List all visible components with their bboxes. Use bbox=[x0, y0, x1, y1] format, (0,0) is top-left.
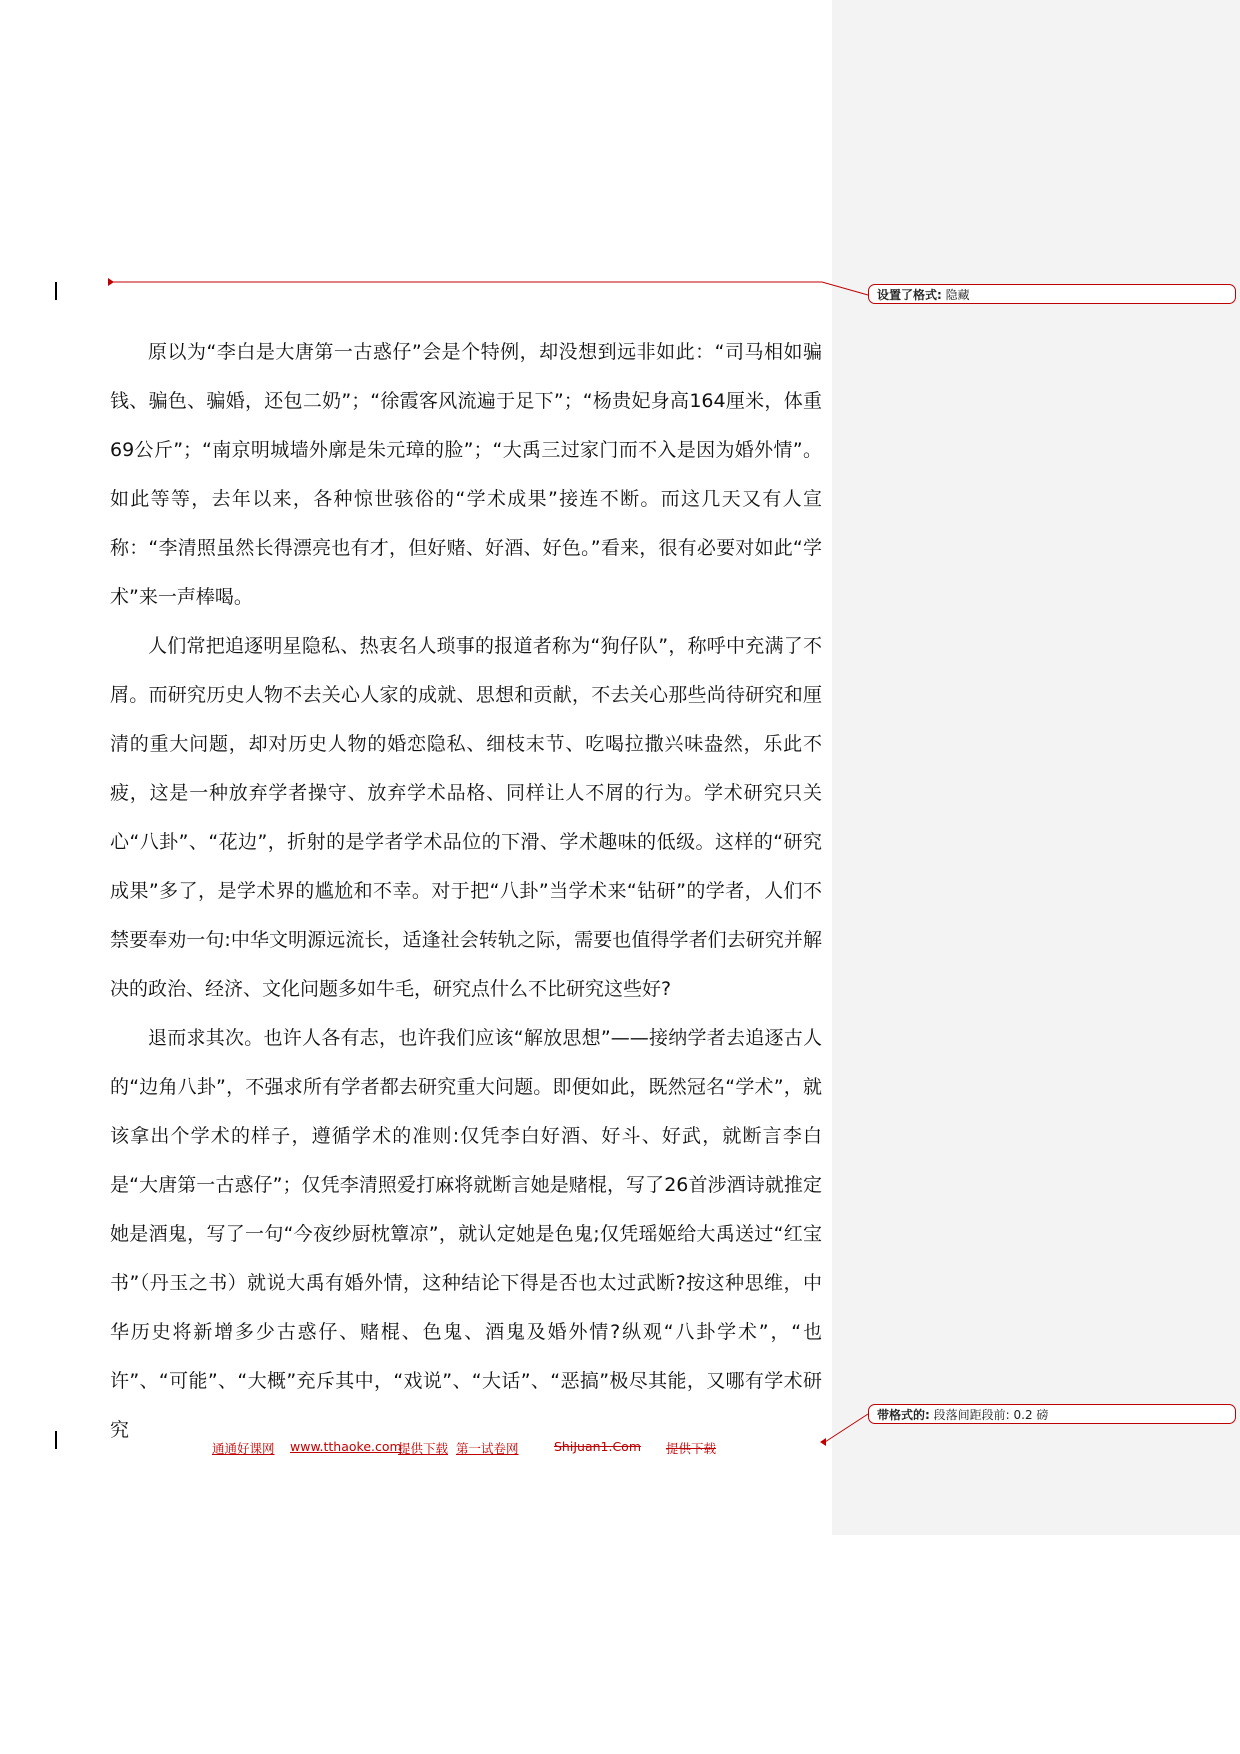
footer-site-name[interactable]: 通通好课网 bbox=[212, 1441, 275, 1456]
comment-value: 隐藏 bbox=[945, 288, 970, 302]
comment-label: 设置了格式: bbox=[877, 288, 942, 302]
comment-balloon-hidden-format[interactable] bbox=[868, 284, 1236, 304]
footer-site-name-2[interactable]: 第一试卷网 bbox=[456, 1441, 519, 1456]
footer-url-link-2[interactable]: ShiJuan1.Com bbox=[554, 1439, 641, 1454]
footer-url-link[interactable]: www.tthaoke.com bbox=[290, 1439, 402, 1454]
comment-balloon-paragraph-spacing[interactable] bbox=[868, 1404, 1236, 1424]
paragraph-3: 退而求其次。也许人各有志，也许我们应该“解放思想”——接纳学者去追逐古人的“边角八卦”，不强求所有学者都去研究重大问题。即便如此，既然冠名“学术”，就该拿出个学术的样子，遵循学术的准则:仅凭李白好酒、好斗、好武，就断言李白是“大唐第一古惑仔”；仅凭李清照爱打麻将就断言她是赌棍，写了26首涉酒诗就推定她是酒鬼，写了一句“今夜纱厨枕簟凉”，就认定她是色鬼;仅凭瑶姬给大禹送过“红宝书”（丹玉之书）就说大禹有婚外情，这种结论下得是否也太过武断?按这种思维，中华历史将新增多少古惑仔、赌棍、色鬼、酒鬼及婚外情?纵观“八卦学术”，“也许”、“可能”、“大概”充斥其中，“戏说”、“大话”、“恶搞”极尽其能，又哪有学术研究 bbox=[110, 1027, 822, 1441]
footer-provide-download[interactable]: 提供下载 bbox=[398, 1441, 449, 1456]
paragraph-2: 人们常把追逐明星隐私、热衷名人琐事的报道者称为“狗仔队”，称呼中充满了不屑。而研究历史人物不去关心人家的成就、思想和贡献，不去关心那些尚待研究和厘清的重大问题，却对历史人物的婚恋隐私、细枝末节、吃喝拉撒兴味盎然，乐此不疲，这是一种放弃学者操守、放弃学术品格、同样让人不屑的行为。学术研究只关心“八卦”、“花边”，折射的是学者学术品位的下滑、学术趣味的低级。这样的“研究成果”多了，是学术界的尴尬和不幸。对于把“八卦”当学术来“钻研”的学者，人们不禁要奉劝一句:中华文明源远流长，适逢社会转轨之际，需要也值得学者们去研究并解决的政治、经济、文化问题多如牛毛，研究点什么不比研究这些好? bbox=[110, 635, 822, 1000]
footer-provide-download-2[interactable]: 提供下载 bbox=[666, 1441, 717, 1456]
paragraph-1: 原以为“李白是大唐第一古惑仔”会是个特例，却没想到远非如此：“司马相如骗钱、骗色、骗婚，还包二奶”；“徐霞客风流遍于足下”；“杨贵妃身高164厘米，体重69公斤”；“南京明城墙外廓是朱元璋的脸”；“大禹三过家门而不入是因为婚外情”。如此等等，去年以来，各种惊世骇俗的“学术成果”接连不断。而这几天又有人宣称：“李清照虽然长得漂亮也有才，但好赌、好酒、好色。”看来，很有必要对如此“学术”来一声棒喝。 bbox=[110, 341, 822, 608]
comment-value: 段落间距段前: 0.2 磅 bbox=[933, 1408, 1049, 1422]
comment-label: 带格式的: bbox=[877, 1408, 930, 1422]
